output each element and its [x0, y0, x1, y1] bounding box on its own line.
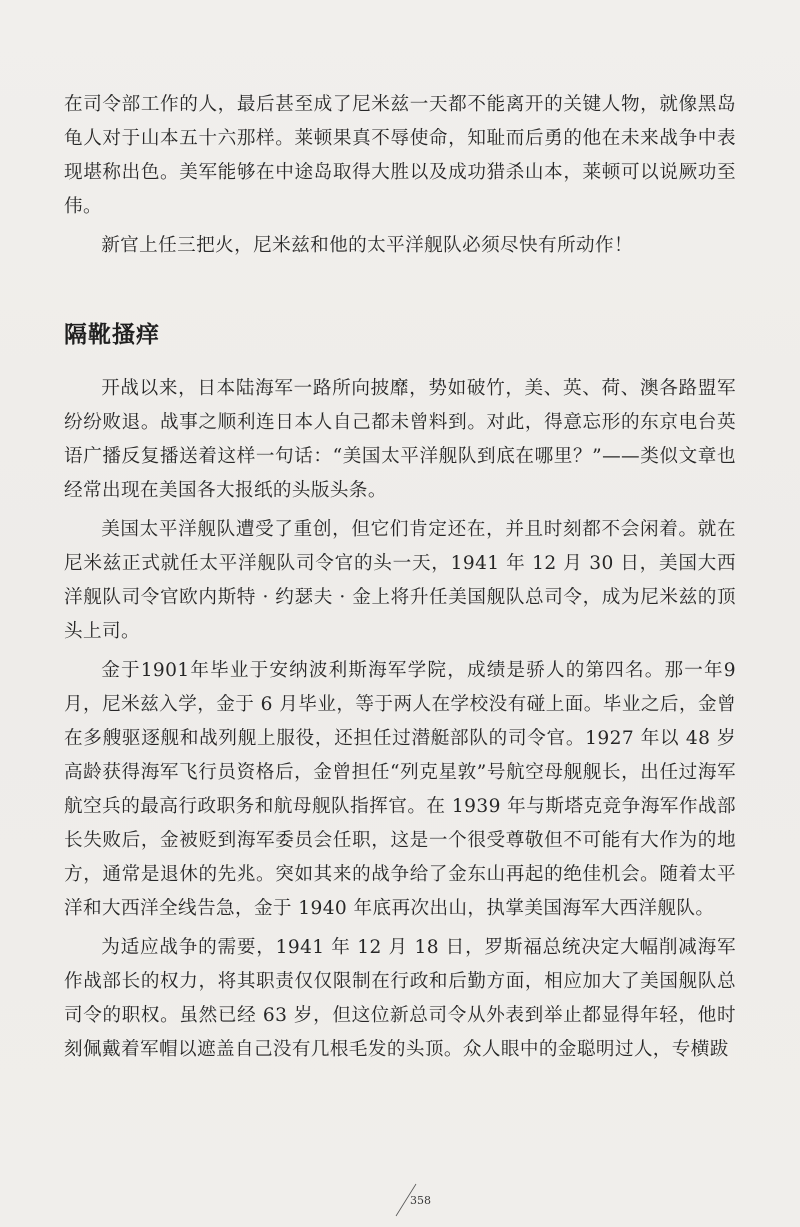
continued-paragraph: 在司令部工作的人，最后甚至成了尼米兹一天都不能离开的关键人物，就像黑岛龟人对于山本五十六那样。莱顿果真不辱使命，知耻而后勇的他在未来战争中表现堪称出色。美军能够在中途岛取得大胜以及成功猎杀山本，莱顿可以说厥功至伟。 — [64, 94, 736, 217]
body-paragraph: 美国太平洋舰队遭受了重创，但它们肯定还在，并且时刻都不会闲着。就在尼米兹正式就任太平洋舰队司令官的头一天，1941 年 12 月 30 日，美国大西洋舰队司令官欧内斯特 · 约瑟夫 · 金上将升任美国舰队总司令，成为尼米兹的顶头上司。 — [64, 519, 736, 642]
body-paragraph: 新官上任三把火，尼米兹和他的太平洋舰队必须尽快有所动作！ — [101, 235, 634, 256]
page-number: 358 — [410, 1194, 431, 1207]
body-paragraph: 为适应战争的需要，1941 年 12 月 18 日，罗斯福总统决定大幅削减海军作战部长的权力，将其职责仅仅限制在行政和后勤方面，相应加大了美国舰队总司令的职权。虽然已经 63 岁，但这位新总司令从外表到举止都显得年轻，他时刻佩戴着军帽以遮盖自己没有几根毛发的头顶。众人眼中的金聪明过人，专横跋 — [64, 937, 736, 1060]
section-heading: 隔靴搔痒 — [64, 322, 160, 348]
page-folio — [394, 1180, 454, 1220]
top-text-block — [64, 88, 736, 268]
section-text-block — [64, 372, 736, 1072]
body-paragraph: 金于1901年毕业于安纳波利斯海军学院，成绩是骄人的第四名。那一年9月，尼米兹入学，金于 6 月毕业，等于两人在学校没有碰上面。毕业之后，金曾在多艘驱逐舰和战列舰上服役，还担任过潜艇部队的司令官。1927 年以 48 岁高龄获得海军飞行员资格后，金曾担任“列克星敦”号航空母舰舰长，出任过海军航空兵的最高行政职务和航母舰队指挥官。在 1939 年与斯塔克竞争海军作战部长失败后，金被贬到海军委员会任职，这是一个很受尊敬但不可能有大作为的地方，通常是退休的先兆。突如其来的战争给了金东山再起的绝佳机会。随着太平洋和大西洋全线告急，金于 1940 年底再次出山，执掌美国海军大西洋舰队。 — [64, 660, 736, 919]
body-paragraph: 开战以来，日本陆海军一路所向披靡，势如破竹，美、英、荷、澳各路盟军纷纷败退。战事之顺利连日本人自己都未曾料到。对此，得意忘形的东京电台英语广播反复播送着这样一句话：“美国太平洋舰队到底在哪里？”——类似文章也经常出现在美国各大报纸的头版头条。 — [64, 378, 736, 501]
